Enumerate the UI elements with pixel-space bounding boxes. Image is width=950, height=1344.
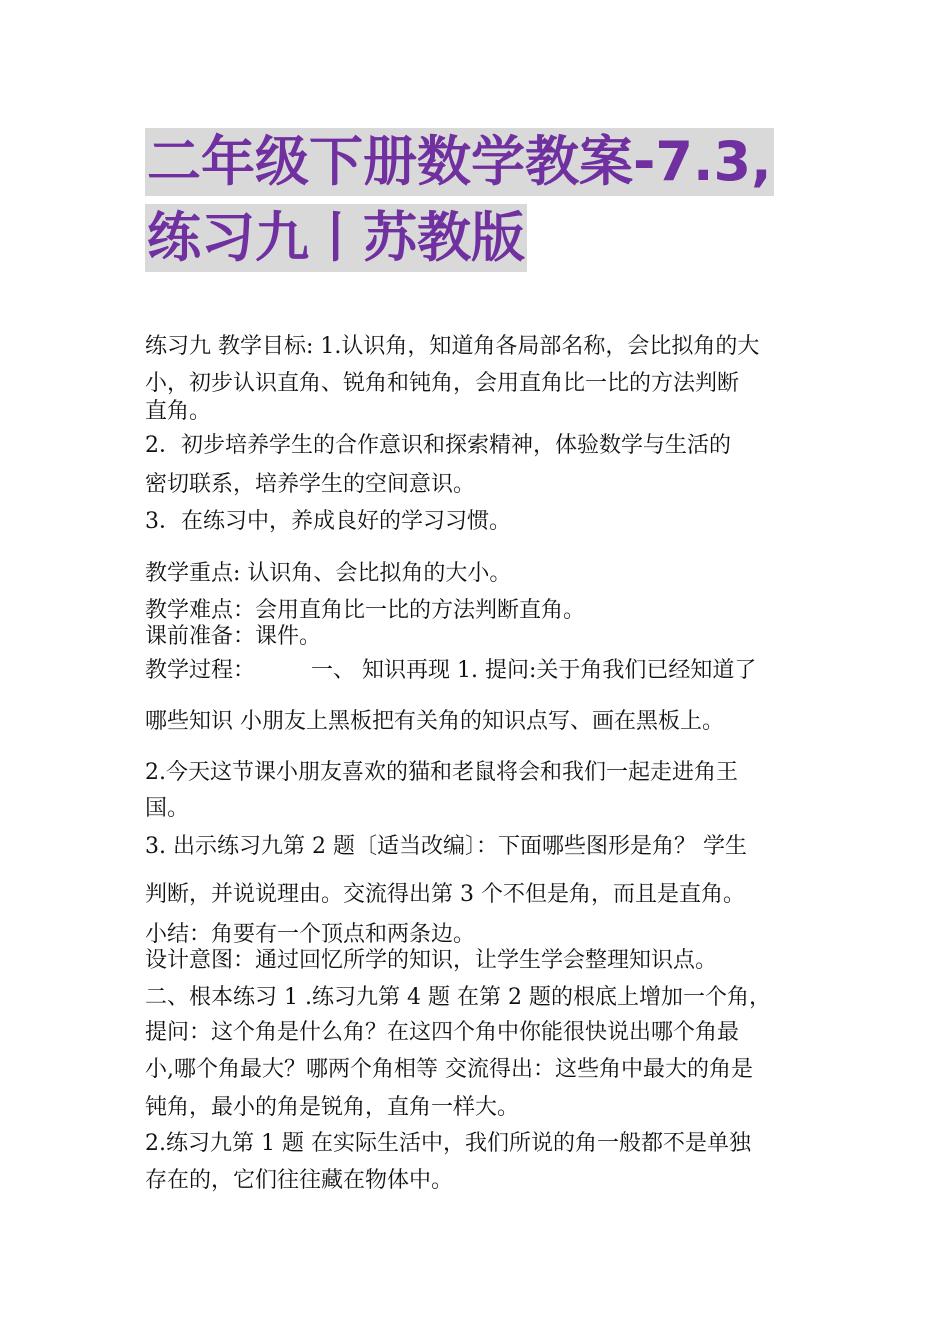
body-line: 2．初步培养学生的合作意识和探索精神，体验数学与生活的 [145, 433, 731, 458]
body-line: 3．在练习中，养成良好的学习习惯。 [145, 509, 511, 534]
body-line: 教学重点: 认识角、会比拟角的大小。 [145, 561, 512, 586]
body-line: 2.今天这节课小朋友喜欢的猫和老鼠将会和我们一起走进角王 [145, 760, 738, 785]
body-line: 判断，并说说理由。交流得出第 3 个不但是角，而且是直角。 [145, 882, 745, 907]
body-line: 提问：这个角是什么角？在这四个角中你能很快说出哪个角最 [145, 1020, 740, 1045]
body-line: 小结：角要有一个顶点和两条边。 [145, 922, 476, 947]
title-line-1: 二年级下册数学教案-7.3, [145, 128, 774, 196]
body-line: 钝角，最小的角是锐角，直角一样大。 [145, 1095, 520, 1120]
title-line-2: 练习九丨苏教版 [145, 204, 527, 272]
body-line: 设计意图：通过回忆所学的知识，让学生学会整理知识点。 [145, 948, 718, 973]
body-line: 存在的，它们往往藏在物体中。 [145, 1168, 454, 1193]
body-line: 小，初步认识直角、锐角和钝角，会用直角比一比的方法判断 [145, 371, 740, 396]
body-line: 一、 知识再现 1. 提问:关于角我们已经知道了 [311, 658, 757, 683]
body-line: 密切联系，培养学生的空间意识。 [145, 472, 476, 497]
teaching-process-line [145, 656, 756, 686]
body-line: 二、根本练习 1 .练习九第 4 题 在第 2 题的根底上增加一个角， [145, 985, 771, 1010]
body-line: 2.练习九第 1 题 在实际生活中，我们所说的角一般都不是单独 [145, 1131, 751, 1156]
body-line: 练习九 教学目标: 1.认识角，知道角各局部名称，会比拟角的大 [145, 334, 760, 359]
body-line: 小,哪个角最大？哪两个角相等 交流得出：这些角中最大的角是 [145, 1057, 753, 1082]
body-line: 直角。 [145, 399, 212, 424]
body-line: 教学难点：会用直角比一比的方法判断直角。 [145, 598, 586, 623]
body-line: 哪些知识 小朋友上黑板把有关角的知识点写、画在黑板上。 [145, 709, 724, 734]
document-title [145, 128, 825, 272]
body-line: 课前准备：课件。 [145, 624, 322, 649]
body-line: 教学过程： [145, 658, 256, 683]
body-line: 3. 出示练习九第 2 题〔适当改编〕：下面哪些图形是角？ 学生 [145, 834, 747, 859]
body-line: 国。 [145, 796, 190, 821]
